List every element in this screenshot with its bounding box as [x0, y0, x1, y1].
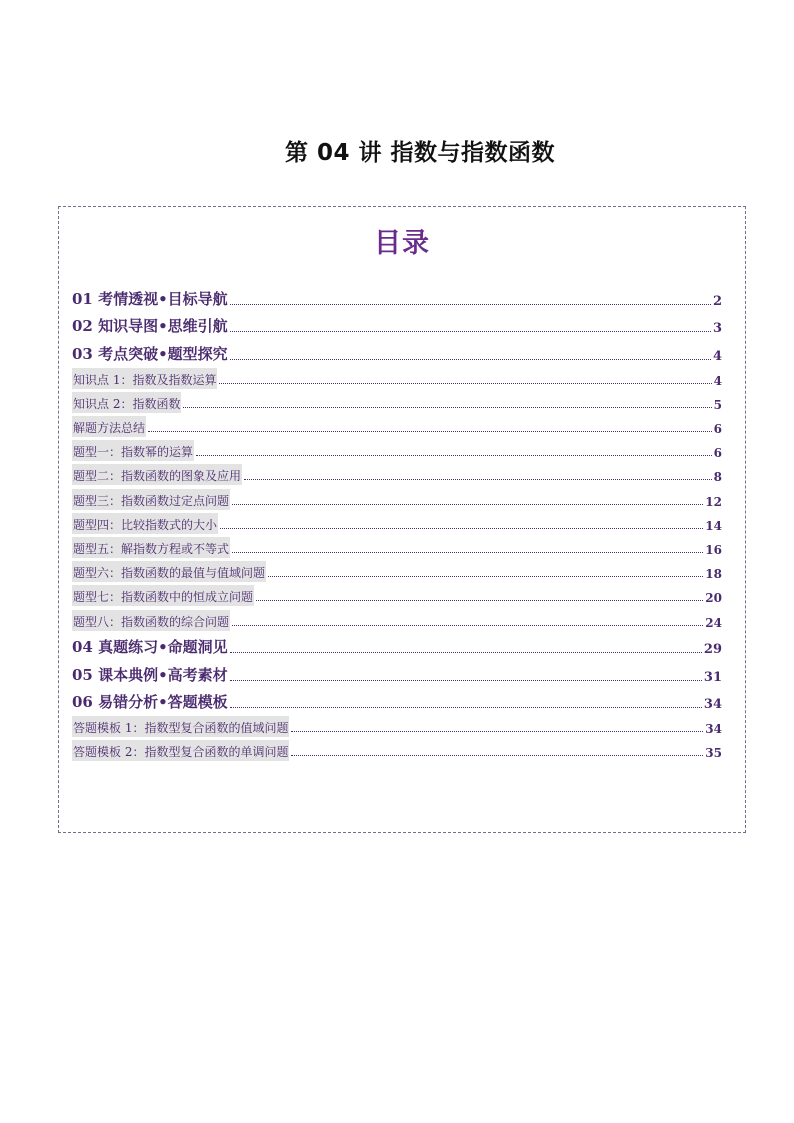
dot-leader	[244, 478, 712, 480]
dot-leader	[232, 503, 703, 505]
toc-entry[interactable]	[72, 485, 722, 509]
toc-entry-page[interactable]: 12	[705, 494, 722, 509]
toc-entry-page[interactable]: 8	[713, 470, 722, 485]
document-title: 第 04 讲 指数与指数函数	[284, 140, 556, 166]
toc-entry[interactable]	[72, 461, 722, 485]
toc-list	[72, 282, 722, 761]
toc-entry-label[interactable]: 01 考情透视•目标导航	[72, 289, 228, 308]
toc-entry[interactable]	[72, 282, 722, 310]
dot-leader	[196, 454, 712, 456]
toc-entry-page[interactable]: 14	[705, 518, 722, 533]
toc-entry[interactable]	[72, 534, 722, 558]
toc-entry-label[interactable]: 题型四：比较指数式的大小	[72, 513, 218, 534]
toc-entry-page[interactable]: 34	[703, 697, 722, 713]
toc-heading: 目录	[374, 228, 430, 259]
dot-leader	[183, 406, 711, 408]
toc-entry-label[interactable]: 题型三：指数函数过定点问题	[72, 489, 230, 510]
dot-leader	[291, 754, 703, 756]
toc-entry-page[interactable]: 6	[713, 422, 722, 437]
toc-entry-page[interactable]: 34	[705, 722, 722, 737]
toc-entry[interactable]	[72, 658, 722, 686]
toc-entry-page[interactable]: 35	[705, 746, 722, 761]
dot-leader	[230, 303, 711, 305]
toc-entry-page[interactable]: 20	[705, 591, 722, 606]
toc-entry-label[interactable]: 04 真题练习•命题洞见	[72, 638, 228, 657]
toc-entry[interactable]	[72, 582, 722, 606]
toc-entry-label[interactable]: 题型五：解指数方程或不等式	[72, 537, 230, 558]
dot-leader	[230, 330, 711, 332]
toc-entry-page[interactable]: 4	[713, 373, 722, 388]
toc-entry-page[interactable]: 2	[712, 293, 722, 309]
toc-entry-page[interactable]: 3	[712, 321, 722, 336]
toc-entry[interactable]	[72, 631, 722, 659]
toc-entry-page[interactable]: 29	[703, 642, 722, 658]
toc-entry[interactable]	[72, 558, 722, 582]
toc-entry-label[interactable]: 答题模板 1：指数型复合函数的值域问题	[72, 716, 289, 737]
toc-entry-page[interactable]: 18	[705, 567, 722, 582]
toc-entry[interactable]	[72, 365, 722, 389]
toc-entry-page[interactable]: 16	[705, 543, 722, 557]
toc-entry-label[interactable]: 题型二：指数函数的图象及应用	[72, 464, 242, 485]
toc-entry-label[interactable]: 03 考点突破•题型探究	[72, 344, 228, 363]
dot-leader	[232, 551, 703, 553]
dot-leader	[219, 382, 711, 384]
toc-entry[interactable]	[72, 713, 722, 737]
toc-entry-page[interactable]: 5	[713, 397, 722, 412]
toc-entry-page[interactable]: 6	[713, 446, 722, 461]
dot-leader	[148, 430, 712, 432]
dot-leader	[230, 651, 702, 653]
toc-entry-label[interactable]: 解题方法总结	[72, 416, 146, 437]
toc-entry-label[interactable]: 知识点 2：指数函数	[72, 392, 181, 413]
toc-entry-label[interactable]: 答题模板 2：指数型复合函数的单调问题	[72, 740, 289, 761]
toc-entry-label[interactable]: 知识点 1：指数及指数运算	[72, 368, 217, 389]
toc-entry[interactable]	[72, 389, 722, 413]
toc-entry[interactable]	[72, 737, 722, 761]
toc-entry-label[interactable]: 题型一：指数幂的运算	[72, 440, 194, 461]
toc-entry[interactable]	[72, 510, 722, 534]
toc-entry[interactable]	[72, 606, 722, 630]
toc-entry-label[interactable]: 06 易错分析•答题模板	[72, 693, 228, 712]
toc-entry-label[interactable]: 题型八：指数函数的综合问题	[72, 610, 230, 631]
toc-entry-label[interactable]: 02 知识导图•思维引航	[72, 317, 228, 335]
dot-leader	[230, 358, 711, 360]
dot-leader	[220, 527, 703, 529]
dot-leader	[232, 624, 703, 626]
toc-entry-label[interactable]: 题型六：指数函数的最值与值域问题	[72, 561, 266, 582]
dot-leader	[230, 706, 702, 708]
dot-leader	[268, 575, 703, 577]
toc-entry[interactable]	[72, 337, 722, 365]
toc-entry[interactable]	[72, 437, 722, 461]
toc-entry[interactable]	[72, 413, 722, 437]
toc-entry-page[interactable]: 24	[705, 615, 722, 630]
table-of-contents	[58, 206, 746, 833]
toc-entry-page[interactable]: 4	[712, 348, 722, 364]
dot-leader	[256, 599, 703, 601]
toc-entry-label[interactable]: 05 课本典例•高考素材	[72, 665, 228, 684]
toc-entry[interactable]	[72, 686, 722, 714]
toc-entry-page[interactable]: 31	[703, 669, 722, 685]
dot-leader	[291, 730, 703, 732]
toc-entry-label[interactable]: 题型七：指数函数中的恒成立问题	[72, 585, 254, 606]
dot-leader	[230, 679, 702, 681]
toc-entry[interactable]	[72, 310, 722, 338]
